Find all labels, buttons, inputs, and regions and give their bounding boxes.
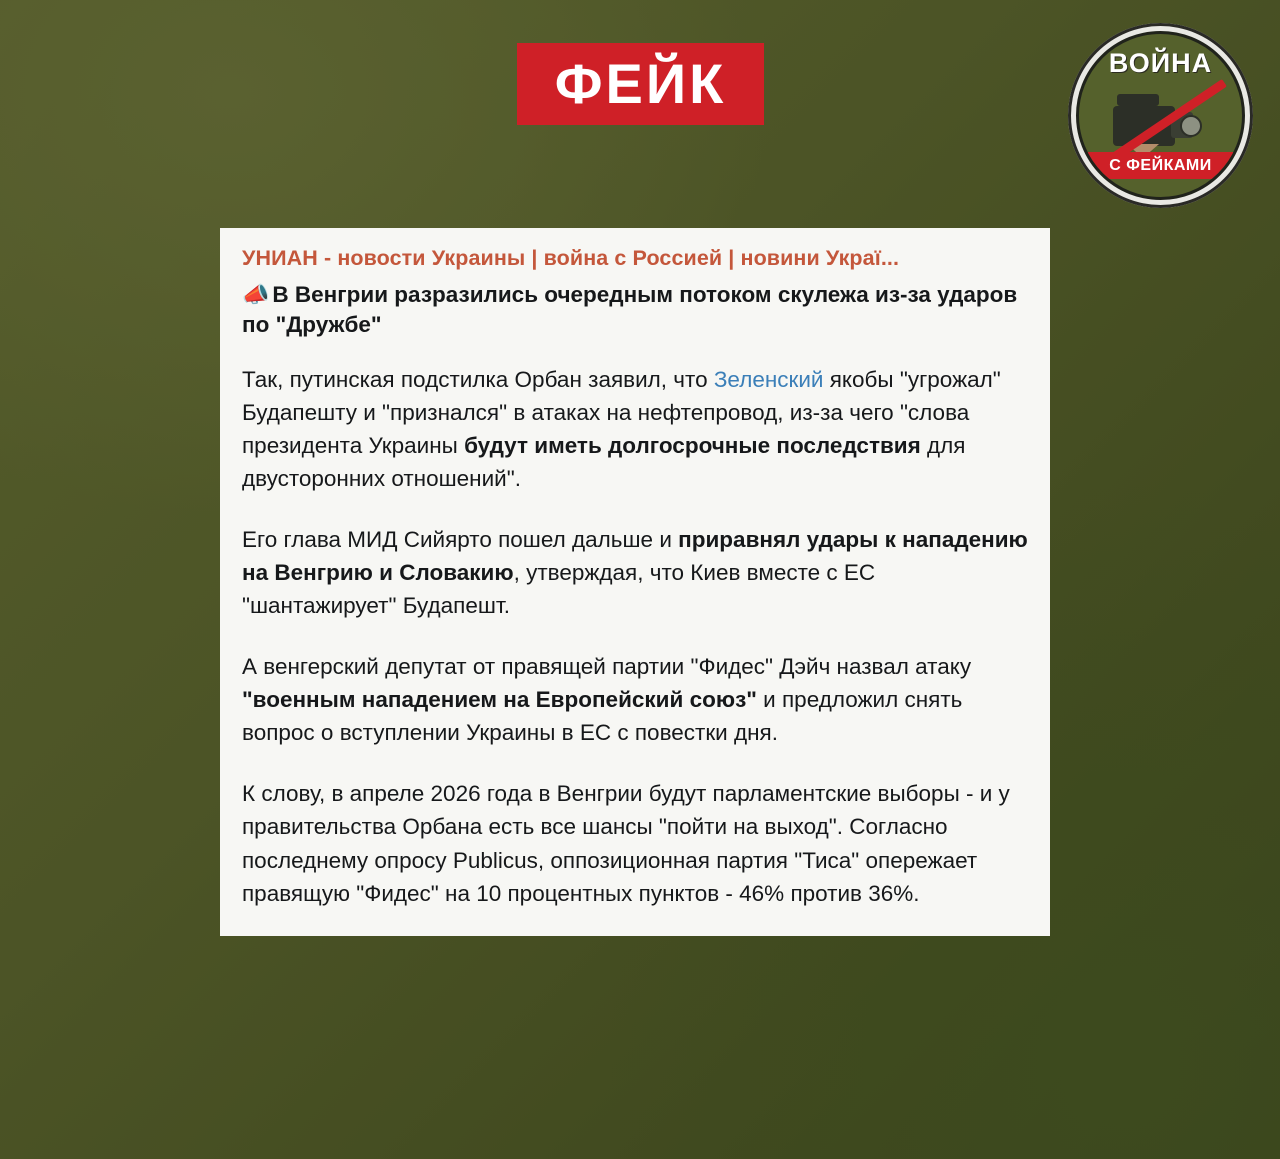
logo-bottom-label: С ФЕЙКАМИ [1109,156,1212,174]
post-title [242,280,1028,341]
post-text: и предложил снять вопрос о вступлении Украины в ЕС с повестки дня. [242,687,963,746]
war-on-fakes-logo [1068,23,1253,208]
post-text: для двусторонних отношений". [242,432,966,491]
post-source-channel: УНИАН - новости Украины | война с Россией | новини Украї... [242,246,900,270]
post-paragraph [242,523,1028,622]
logo-bottom-bar [1088,152,1233,179]
camera-top-part [1117,94,1159,106]
post-text-bold: будут иметь долгосрочные последствия [464,432,921,458]
logo-inner-circle [1076,31,1245,200]
post-text: , утверждая, что Киев вместе с ЕС "шантажирует" Будапешт. [242,560,876,619]
fake-stamp-banner [517,43,764,125]
post-text: А венгерский депутат от правящей партии "Фидес" Дэйч назвал атаку [242,654,972,680]
post-text-bold: приравнял удары к нападению на Венгрию и Словакию [242,527,1028,586]
post-paragraph [242,650,1028,749]
post-text: К слову, в апреле 2026 года в Венгрии будут парламентские выборы - и у правительства Орбана есть все шансы "пойти на выход". Согласно последнему опросу Publicus, оппозиционная партия "Тиса" опережает правящую "Фидес" на 10 процентных пунктов - 46% против 36%. [242,781,1010,906]
post-text-bold: "военным нападением на Европейский союз" [242,687,757,713]
camera-crossed-out-icon [1107,86,1217,154]
post-text: якобы "угрожал" Будапешту и "признался" в атаках на нефтепровод, из-за чего "слова президента Украины [242,366,1001,458]
logo-top-label: ВОЙНА [1108,48,1213,78]
post-title-text: В Венгрии разразились очередным потоком скулежа из-за ударов по "Дружбе" [242,282,1018,338]
post-link[interactable]: Зеленский [713,366,824,392]
post-paragraph [242,777,1028,909]
post-paragraph [242,363,1028,495]
megaphone-icon: 📣 [242,282,270,307]
post-screenshot-card [220,228,1050,936]
post-body [242,363,1028,910]
post-text: Его глава МИД Сийярто пошел дальше и [242,527,679,552]
fake-stamp-label: ФЕЙК [554,52,727,115]
post-text: Так, путинская подстилка Орбан заявил, что [242,366,714,392]
